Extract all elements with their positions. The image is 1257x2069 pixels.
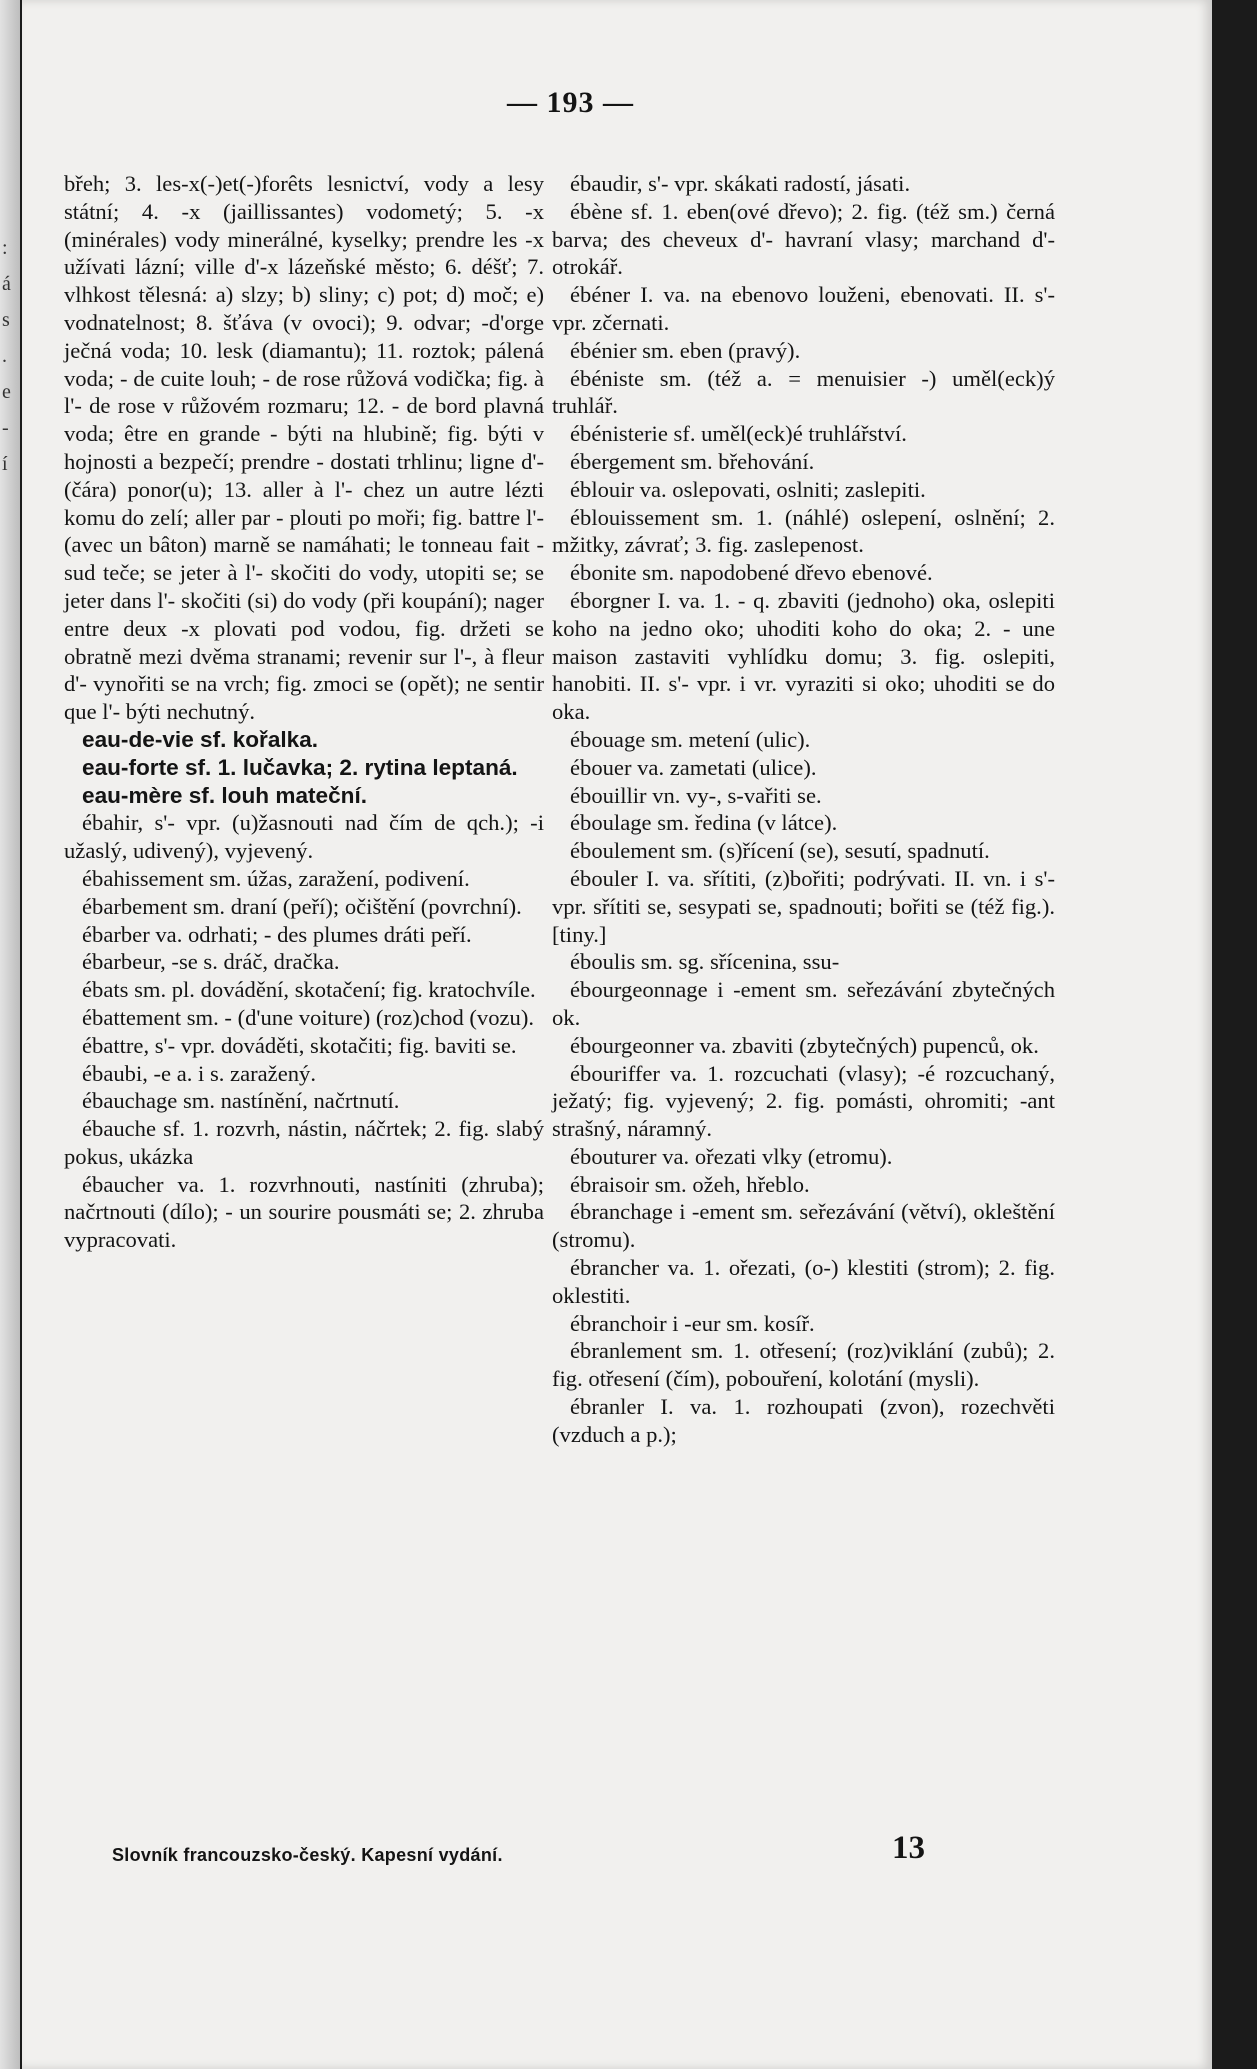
entry-eboulis: éboulis sm. sg. sřícenina, ssu- xyxy=(570,949,840,975)
entry-ebergement: ébergement sm. břehování. xyxy=(570,448,815,474)
entry-ebranlement: ébranlement sm. 1. otřesení; (roz)viklání (zubů); 2. fig. otřesení (čím), pobouření, kolotání (mysli). xyxy=(552,1338,1055,1392)
adjacent-page-edge xyxy=(0,0,20,2069)
entry-ebauche: ébauche sf. 1. rozvrh, nástin, náčrtek; 2. fig. slabý pokus, ukázka xyxy=(64,1116,544,1169)
entry-ebahissement: ébahissement sm. úžas, zaražení, podivení. xyxy=(82,865,470,891)
fragment: á xyxy=(2,273,11,295)
entry-ebranchoir: ébranchoir i -eur sm. kosíř. xyxy=(570,1310,815,1336)
entry-eau-mere: eau-mère sf. louh mateční. xyxy=(82,782,368,808)
entry-ebarbeur: ébarbeur, -se s. dráč, dračka. xyxy=(82,949,340,975)
fragment: e xyxy=(2,381,11,403)
footer-book-title: Slovník francouzsko-český. Kapesní vydání. xyxy=(112,1845,503,1865)
entry-ebranler: ébranler I. va. 1. rozhoupati (zvon), rozechvěti (vzduch a p.); xyxy=(552,1394,1055,1447)
entry-continuation: břeh; 3. les-x(-)et(-)forêts lesnictví, vody a lesy státní; 4. -x (jaillissantes) vodometý; 5. -x (minérales) vody minerálné, kyselky; prendre les -x užívati lázní; ville d'-x lázeňské město; 6. déšť; 7. vlhkost tělesná: a) slzy; b) sliny; c) pot; d) moč; e) vodnatelnost; 8. šťáva (v ovoci); 9. odvar; -d'orge ječná voda; 10. lesk (diamantu); 11. roztok; pálená voda; - de cuite louh; - de rose růžová vodička; fig. à l'- de rose v růžovém rozmaru; 12. - de bord plavná voda; être en grande - býti na hlubině; fig. býti v hojnosti a bezpečí; prendre - dostati trhlinu; ligne d'- (čára) ponor(u); 13. aller à l'- chez un autre lézti komu do zelí; aller par - plouti po moři; fig. battre l'- (avec un bâton) marně se namáhati; le tonneau fait - sud teče; se jeter à l'- skočiti do vody, utopiti se; se jeter dans l'- skočiti (si) do vody (při koupání); nager entre deux -x plovati pod vodou, fig. držeti se obratně mezi dvěma stranami; revenir sur l'-, à fleur d'- vynořiti se na vrch; fig. zmoci se (opět); ne sentir que l'- býti nechutný. xyxy=(64,171,544,725)
entry-ebeniste: ébéniste sm. (též a. = menuisier -) uměl(eck)ý truhlář. xyxy=(552,365,1055,419)
entry-eblouissement: éblouissement sm. 1. (náhlé) oslepení, oslnění; 2. mžitky, závrať; 3. fig. zaslepenost. xyxy=(552,504,1055,558)
entry-ebranchage: ébranchage i -ement sm. seřezávání (větví), okleštění (stromu). xyxy=(552,1199,1055,1253)
fragment: : xyxy=(2,237,8,259)
adjacent-page-fragments xyxy=(2,230,16,482)
entry-eboulage: éboulage sm. ředina (v látce). xyxy=(570,810,838,836)
entry-eboulement: éboulement sm. (s)řícení (se), sesutí, spadnutí. xyxy=(570,838,990,864)
entry-ebouer: ébouer va. zametati (ulice). xyxy=(570,754,817,780)
entry-ebarbement: ébarbement sm. draní (peří); očištění (povrchní). xyxy=(82,893,522,919)
entry-ebener: ébéner I. va. na ebenovo louženi, ebenovati. II. s'- vpr. zčernati. xyxy=(552,282,1055,335)
footer-signature-number: 13 xyxy=(892,1830,925,1866)
fragment: . xyxy=(2,345,7,367)
entry-ebrancher: ébrancher va. 1. ořezati, (o-) klestiti (strom); 2. fig. oklestiti. xyxy=(552,1255,1055,1308)
entry-ebourgeonnage: ébourgeonnage i -ement sm. seřezávání zbytečných ok. xyxy=(552,977,1055,1030)
entry-ebonite: ébonite sm. napodobené dřevo ebenové. xyxy=(570,560,933,586)
entry-ebahir: ébahir, s'- vpr. (u)žasnouti nad čím de qch.); -i užaslý, udivený), vyjevený. xyxy=(64,810,544,864)
entry-ebattre: ébattre, s'- vpr. dováděti, skotačiti; fig. baviti se. xyxy=(82,1032,517,1058)
entry-ebene: ébène sf. 1. eben(ové dřevo); 2. fig. (též sm.) černá barva; des cheveux d'- havraní vlasy; marchand d'- otrokář. xyxy=(552,198,1055,280)
entry-ebraisoir: ébraisoir sm. ožeh, hřeblo. xyxy=(570,1171,810,1197)
entry-ebaudir: ébaudir, s'- vpr. skákati radostí, jásati. xyxy=(570,171,911,196)
entry-eborgner: éborgner I. va. 1. - q. zbaviti (jednoho) oka, oslepiti koho na jedno oko; uhoditi koho do oka; 2. - une maison zastaviti vyhlídku domu; 3. fig. oslepiti, hanobiti. II. s'- vpr. i vr. vyraziti si oko; uhoditi se do oka. xyxy=(552,587,1055,725)
page-number: — 193 — xyxy=(507,86,634,119)
entry-ebouriffer: ébouriffer va. 1. rozcuchati (vlasy); -é rozcuchaný, ježatý; fig. vyjevený; 2. fig. pomásti, ohromiti; -ant strašný, náramný. xyxy=(552,1060,1055,1142)
entry-ebourgeonner: ébourgeonner va. zbaviti (zbytečných) pupenců, ok. xyxy=(570,1032,1039,1058)
entry-ebouillir: ébouillir vn. vy-, s-vařiti se. xyxy=(570,782,822,808)
entry-eblouir: éblouir va. oslepovati, oslniti; zaslepiti. xyxy=(570,476,926,502)
entry-ebouler: ébouler I. va. sřítiti, (z)bořiti; podrývati. II. vn. i s'- vpr. sřítiti se, sesypati se, spadnouti; bořiti se (též fig.). [tiny.] xyxy=(552,865,1055,947)
entry-ebaucher: ébaucher va. 1. rozvrhnouti, nastíniti (zhruba); načrtnouti (dílo); - un sourire pousmáti se; 2. zhruba vypracovati. xyxy=(64,1171,544,1253)
entry-ebenier: ébénier sm. eben (pravý). xyxy=(570,337,801,363)
fragment: í xyxy=(2,453,8,475)
fragment: - xyxy=(2,417,9,439)
entry-ebarber: ébarber va. odrhati; - des plumes dráti peří. xyxy=(82,921,472,947)
right-column xyxy=(552,170,1055,1449)
entry-ebenisterie: ébénisterie sf. uměl(eck)é truhlářství. xyxy=(570,421,907,447)
entry-ebaubi: ébaubi, -e a. i s. zaražený. xyxy=(82,1060,316,1086)
dictionary-page xyxy=(22,0,1212,2069)
fragment: s xyxy=(2,309,10,331)
entry-eau-forte: eau-forte sf. 1. lučavka; 2. rytina leptaná. xyxy=(82,754,518,780)
left-column xyxy=(64,170,544,1254)
entry-ebouturer: ébouturer va. ořezati vlky (etromu). xyxy=(570,1143,893,1169)
entry-ebauchage: ébauchage sm. nastínění, načrtnutí. xyxy=(82,1088,400,1114)
entry-eau-de-vie: eau-de-vie sf. kořalka. xyxy=(82,726,319,752)
entry-ebats: ébats sm. pl. dovádění, skotačení; fig. kratochvíle. xyxy=(82,977,536,1003)
entry-ebattement: ébattement sm. - (d'une voiture) (roz)chod (vozu). xyxy=(82,1004,535,1030)
entry-ebouage: ébouage sm. metení (ulic). xyxy=(570,726,811,752)
